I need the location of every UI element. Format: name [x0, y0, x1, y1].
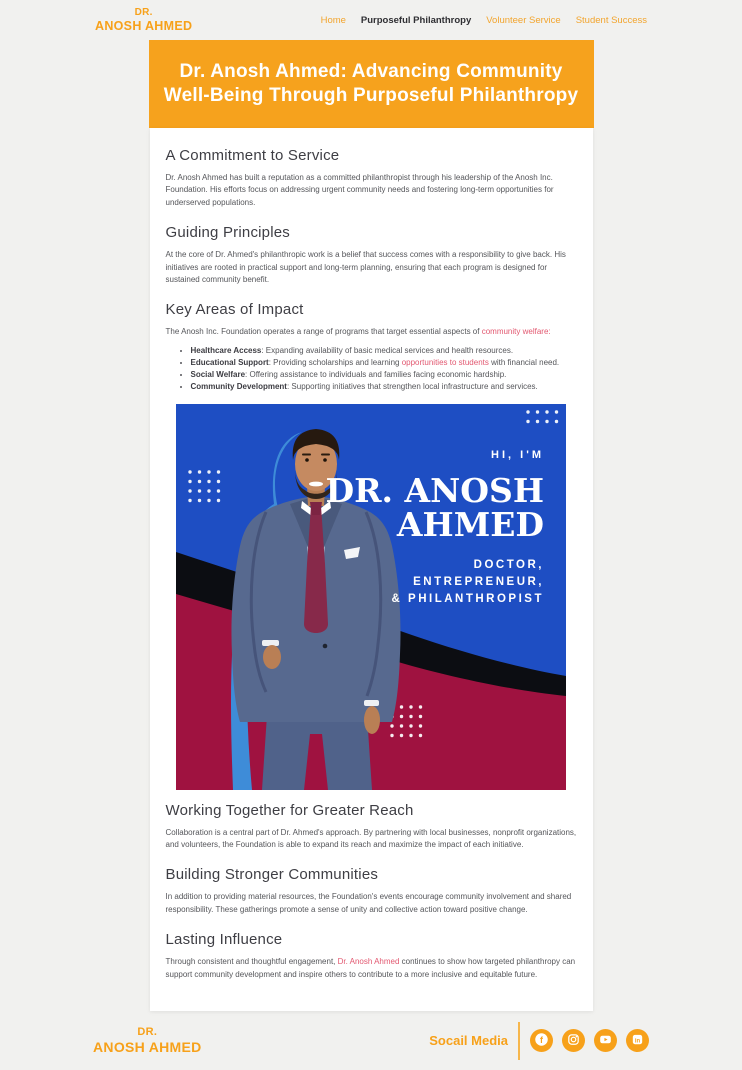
- paragraph: [166, 891, 577, 916]
- text-segment: : Providing scholarships and learning: [268, 358, 402, 368]
- header-logo[interactable]: [95, 7, 192, 33]
- bullet-item: [191, 357, 577, 369]
- linkedin-icon: [630, 1032, 645, 1050]
- section-heading: Building Stronger Communities: [165, 866, 379, 884]
- text-segment: In addition to providing material resources, the Foundation's events encourage community involvement and shared responsibility. These gatherings promote a sense of unity and collective action toward positive change.: [165, 892, 572, 914]
- text-segment: continues to show how targeted philanthropy can support community development and inspire others to contribute to a more inclusive and equitable future.: [165, 957, 576, 979]
- bullet-lead: Educational Support: [190, 358, 269, 368]
- svg-text:f: f: [540, 1034, 543, 1045]
- text-segment: Through consistent and thoughtful engagement,: [165, 957, 338, 967]
- text-segment: : Expanding availability of basic medical services and health resources.: [261, 345, 514, 355]
- text-segment: At the core of Dr. Ahmed's philanthropic work is a belief that success comes with a responsibility to give back. His initiatives are rooted in practical support and long-term planning, ensuring that each program is designed for sustained community benefit.: [165, 250, 566, 285]
- logo-line2: ANOSH AHMED: [95, 18, 193, 33]
- social-divider: [518, 1022, 520, 1060]
- section-heading: Guiding Principles: [165, 224, 290, 242]
- text-segment: with financial need.: [488, 358, 560, 368]
- inline-link[interactable]: Dr. Anosh Ahmed: [337, 957, 400, 967]
- section-heading: Key Areas of Impact: [165, 301, 304, 319]
- paragraph: [166, 827, 577, 852]
- inline-link[interactable]: community welfare:: [481, 327, 551, 337]
- hero-role-line2: ENTREPRENEUR,: [413, 575, 544, 588]
- hero-name-line2: AHMED: [396, 504, 544, 544]
- section-heading: A Commitment to Service: [165, 147, 340, 164]
- facebook-icon: [534, 1032, 549, 1050]
- site-header: [0, 0, 742, 40]
- hero-role-line3: & PHILANTHROPIST: [391, 592, 544, 605]
- social-buttons: [530, 1029, 649, 1052]
- footer-logo[interactable]: [93, 1026, 202, 1055]
- social-media-label: Socail Media: [429, 1033, 508, 1049]
- text-segment: Dr. Anosh Ahmed has built a reputation as a committed philanthropist through his leadership of the Anosh Inc. Foundation. His efforts focus on addressing urgent community needs and fostering long-term opportunities for underserved populations.: [165, 173, 554, 207]
- paragraph: [166, 956, 577, 981]
- bullet-item: [191, 345, 577, 357]
- nav-link-student-success[interactable]: Student Success: [575, 14, 647, 26]
- text-segment: : Offering assistance to individuals and families facing economic hardship.: [245, 370, 507, 380]
- bullet-item: [191, 369, 577, 381]
- nav-link-volunteer-service[interactable]: Volunteer Service: [486, 14, 561, 26]
- paragraph: [166, 249, 577, 286]
- hero-greeting: HI, I'M: [491, 448, 544, 461]
- svg-text:in: in: [634, 1037, 641, 1044]
- footer-logo-line2: ANOSH AHMED: [93, 1038, 202, 1055]
- page-title: Dr. Anosh Ahmed: Advancing Community Well-Being Through Purposeful Philanthropy: [163, 61, 579, 106]
- hero-role-line1: DOCTOR,: [473, 558, 544, 571]
- facebook-button[interactable]: [530, 1029, 553, 1052]
- bullet-lead: Healthcare Access: [190, 345, 262, 355]
- linkedin-button[interactable]: [626, 1029, 649, 1052]
- main-nav: [321, 15, 647, 26]
- paragraph: [166, 172, 577, 209]
- section-heading: Working Together for Greater Reach: [165, 801, 414, 819]
- article-sections-bottom: [166, 802, 577, 981]
- youtube-button[interactable]: [594, 1029, 617, 1052]
- logo-line1: DR.: [134, 7, 153, 19]
- instagram-icon: [566, 1032, 581, 1050]
- footer-logo-line1: DR.: [137, 1026, 158, 1039]
- youtube-icon: [598, 1032, 613, 1050]
- nav-link-purposeful-philanthropy[interactable]: Purposeful Philanthropy: [360, 14, 472, 26]
- article-sections-top: [166, 147, 577, 394]
- nav-link-home[interactable]: Home: [320, 14, 346, 26]
- inline-link[interactable]: opportunities to students: [401, 358, 489, 368]
- site-footer: [0, 1011, 742, 1070]
- bullet-list: [166, 345, 577, 394]
- bullet-item: [191, 381, 577, 393]
- social-media-block: [429, 1022, 649, 1060]
- text-segment: The Anosh Inc. Foundation operates a range of programs that target essential aspects of: [165, 327, 482, 337]
- paragraph: [166, 326, 577, 338]
- article-card: [150, 128, 593, 1011]
- bullet-lead: Social Welfare: [190, 370, 246, 380]
- text-segment: Collaboration is a central part of Dr. Ahmed's approach. By partnering with local businesses, nonprofit organizations, and volunteers, the Foundation is able to expand its reach and maximize the impact of each initiative.: [165, 827, 577, 850]
- bullet-lead: Community Development: [190, 382, 287, 392]
- section-heading: Lasting Influence: [165, 931, 283, 949]
- instagram-button[interactable]: [562, 1029, 585, 1052]
- hero-name-line1: DR. ANOSH: [325, 470, 544, 510]
- hero-image: [176, 404, 566, 790]
- text-segment: : Supporting initiatives that strengthen local infrastructure and services.: [286, 382, 538, 392]
- page-title-banner: [149, 40, 594, 128]
